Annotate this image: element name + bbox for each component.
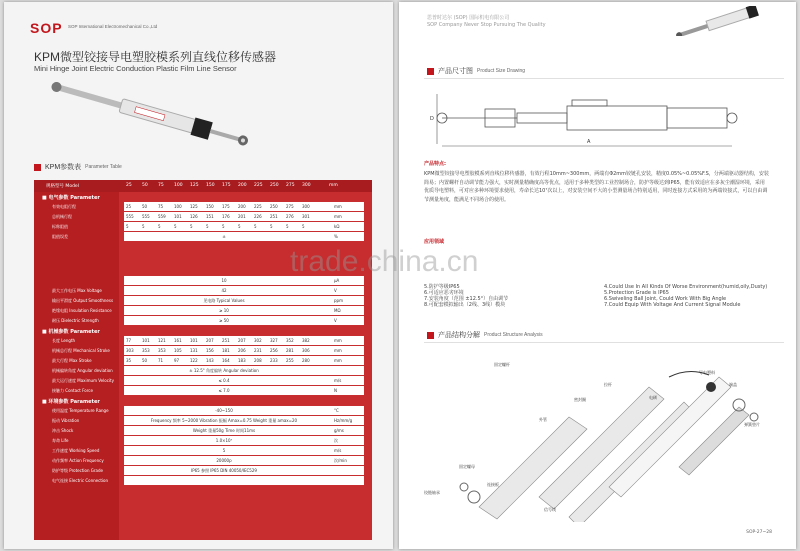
table-unit: m/s (334, 378, 342, 383)
table-cell: 5 (302, 224, 305, 229)
table-row (124, 446, 364, 455)
table-row (124, 376, 364, 385)
table-cell: 250 (270, 204, 278, 209)
table-cell: 226 (254, 214, 262, 219)
header-size: 300 (302, 183, 311, 188)
table-cell: 5 (158, 224, 161, 229)
header-size: 50 (142, 183, 148, 188)
table-cell: 5 (174, 224, 177, 229)
exploded-view (419, 347, 779, 522)
list-item: 7.安装角度（范围 ±12.5°）自由调节 (424, 296, 509, 302)
table-cell: 121 (158, 338, 166, 343)
row-label: 标称阻值 (52, 224, 68, 229)
page-number: SOP-27~28 (746, 530, 772, 535)
table-row (124, 232, 364, 241)
row-label: 耐压 Dielectric Strength (52, 318, 99, 323)
section-marker (427, 332, 434, 339)
product-photo-small (669, 6, 784, 36)
table-cell: 101 (190, 338, 198, 343)
table-cell: 251 (270, 214, 278, 219)
list-item: 5.防护等级IP65 (424, 284, 460, 290)
table-unit: mm (334, 204, 342, 209)
table-unit: μA (334, 278, 340, 283)
table-cell: 306 (302, 348, 310, 353)
divider (424, 78, 784, 79)
table-cell: -40~150 (215, 408, 233, 413)
group-label: ■ 电气参数 Parameter (42, 195, 100, 201)
list-item: 6.可适应恶劣环境 (424, 290, 464, 296)
table-cell: ± 12.5° 角度偏转 Angular deviation (189, 368, 259, 373)
table-cell: 10 (221, 278, 227, 283)
group-label: ■ 环境参数 Parameter (42, 399, 100, 405)
table-cell: 5 (190, 224, 193, 229)
table-row (124, 316, 364, 325)
table-row (124, 346, 364, 355)
part-label: 外管 (539, 417, 547, 422)
table-cell: 100 (174, 204, 182, 209)
table-cell: 122 (190, 358, 198, 363)
brand-line-cn: 思普时达尔 (SOP) 国际机电有限公司 (427, 15, 510, 21)
table-cell: 559 (158, 214, 166, 219)
table-unit: mm (334, 358, 342, 363)
table-cell: 231 (254, 348, 262, 353)
table-cell: 5 (286, 224, 289, 229)
row-label: 振动 Vibration (52, 418, 80, 423)
row-label: 接触力 Contact Force (52, 388, 93, 393)
table-cell: 50 (142, 204, 148, 209)
table-row (124, 406, 364, 415)
row-label: 动作频率 Action Frequency (52, 458, 104, 463)
table-cell: 352 (286, 338, 294, 343)
table-row (124, 202, 364, 211)
table-cell: 97 (174, 358, 180, 363)
table-cell: 5 (270, 224, 273, 229)
list-item: 4.Could Use In All Kinds Of Worse Environment(humid,oily,Dusty) (604, 284, 768, 290)
table-cell: 275 (286, 204, 294, 209)
brand-logo: SOP (30, 20, 63, 36)
header-unit: mm (329, 183, 338, 188)
header-size: 25 (126, 183, 132, 188)
section-marker (34, 164, 41, 171)
table-cell: 131 (190, 348, 198, 353)
row-label: 绝缘电阻 Insulation Resistance (52, 308, 112, 313)
part-label: 端盖 (729, 382, 737, 387)
table-row (124, 456, 364, 465)
sensor-image (34, 82, 274, 152)
table-cell: 353 (158, 348, 166, 353)
table-cell: ≥ 50 (219, 318, 229, 323)
row-label: 阻值误差 (52, 234, 68, 239)
table-cell: 382 (302, 338, 310, 343)
row-label: 机械总行程 Mechanical Stroke (52, 348, 110, 353)
row-label: 最大行程 Max Stroke (52, 358, 92, 363)
row-label: 冲击 Shock (52, 428, 74, 433)
product-title-en: Mini Hinge Joint Electric Conduction Plastic Film Line Sensor (34, 64, 237, 73)
table-unit: kΩ (334, 224, 340, 229)
table-unit: mm (334, 348, 342, 353)
table-cell: 300 (302, 204, 310, 209)
header-size: 150 (206, 183, 215, 188)
table-cell: 156 (206, 348, 214, 353)
row-label: 最大工作电压 Max Voltage (52, 288, 102, 293)
table-cell: 75 (158, 204, 164, 209)
table-cell: 35 (126, 358, 132, 363)
table-cell: 5 (238, 224, 241, 229)
part-label: 密封圈 (574, 397, 586, 402)
table-cell: 255 (286, 358, 294, 363)
row-label: 机械偏转角度 Angular deviation (52, 368, 113, 373)
row-label: 电气连接 Electric Connection (52, 478, 108, 483)
table-cell: 176 (222, 214, 230, 219)
part-label: 电刷 (649, 395, 657, 400)
table-cell: ≥ 10 (219, 308, 229, 313)
table-unit: % (334, 234, 338, 239)
table-cell: 125 (190, 204, 198, 209)
part-label: 固定螺母 (459, 464, 475, 469)
table-unit: Hz/mm/g (334, 418, 353, 423)
header-size: 125 (190, 183, 199, 188)
table-cell: 256 (270, 348, 278, 353)
table-cell: 150 (206, 204, 214, 209)
table-unit: m/s (334, 448, 342, 453)
application-title: 应用领域 (424, 239, 445, 245)
table-cell: 143 (206, 358, 214, 363)
table-cell: 251 (222, 338, 230, 343)
table-unit: V (334, 318, 337, 323)
table-cell: Frequency 频率 5~2000 Vibration 振幅 Amax=0.75 Weight 重量 amax=20 (150, 418, 298, 423)
table-cell: 20000p (216, 458, 232, 463)
table-header (34, 180, 372, 192)
row-label: 总机械行程 (52, 214, 72, 219)
table-row (124, 386, 364, 395)
part-label: 铰链轴承 (424, 490, 440, 495)
table-cell: 233 (270, 358, 278, 363)
table-cell: 1.0×10⁷ (215, 438, 233, 443)
table-cell: 281 (286, 348, 294, 353)
table-cell: 301 (302, 214, 310, 219)
table-row (124, 286, 364, 295)
table-cell: 302 (254, 338, 262, 343)
part-label: 连接板 (487, 482, 499, 487)
table-cell: 353 (142, 348, 150, 353)
header-size: 250 (270, 183, 279, 188)
table-cell: ≤ 0.4 (218, 378, 230, 383)
header-model-label: 规格型号 Model (46, 184, 79, 189)
part-label: 固定螺杆 (494, 362, 510, 367)
table-cell: 50 (142, 358, 148, 363)
row-label: 寿命 Life (52, 438, 69, 443)
application-list-en (604, 284, 784, 308)
part-label: 导电塑料 (699, 370, 715, 375)
table-row (124, 222, 364, 231)
size-drawing (427, 84, 777, 154)
table-cell: 126 (190, 214, 198, 219)
table-cell: 327 (270, 338, 278, 343)
part-label: 拉杆 (604, 382, 612, 387)
table-cell: 206 (238, 348, 246, 353)
header-size: 200 (238, 183, 247, 188)
brand-line-en: SOP Company Never Stop Pursuing The Quality (427, 22, 546, 28)
table-cell: 303 (126, 348, 134, 353)
table-row (124, 212, 364, 221)
structure-section-title: 产品结构分解 Product Structure Analysis (427, 330, 543, 340)
table-cell: 71 (158, 358, 164, 363)
table-cell: 5 (222, 448, 226, 453)
drawing-section-title: 产品尺寸图 Product Size Drawing (427, 66, 525, 76)
group-label: ■ 机械参数 Parameter (42, 329, 100, 335)
table-cell: ≤ 7.0 (218, 388, 230, 393)
features-text: KPM微型铰接导电塑胶模系列直线位移传感器，有效行程10mm~300mm，两端有Φ2mm铰链孔安装，精度0.05%~0.05%F.S，分两端驱动器结构，安装简易；内置螺杆自动调节能力强大，实时测量精确度高等优点，适用于多种类型的工业控制场合，防护等级达到IP65，能有效适应在多灰尘潮湿环境，采用优质导电塑料，可对应多种环境要求使用，寿命长达10⁷次以上，对安装空间不大的小型测量场合特别适用，同时连接方式采用的为两端铰接式，可以自由调节测量角度，能满足不同场合的使用。 (424, 171, 769, 203)
table-cell: 101 (142, 338, 150, 343)
table-cell: 175 (222, 204, 230, 209)
row-label: 有效电阻行程 (52, 204, 76, 209)
section-marker (427, 68, 434, 75)
dim-label-a: A (587, 139, 591, 145)
row-label: 使用温度 Temperature Range (52, 408, 109, 413)
table-cell: IP65 参照 IP65 DIN 40050/IEC529 (191, 468, 257, 473)
application-list-cn (424, 284, 594, 308)
table-unit: N (334, 388, 337, 393)
divider (424, 342, 784, 343)
table-cell: 280 (302, 358, 310, 363)
table-unit: 次 (334, 438, 338, 443)
table-unit: mm (334, 338, 342, 343)
table-cell: 42 (221, 288, 227, 293)
table-cell: 151 (206, 214, 214, 219)
param-section-title: KPM参数表 Parameter Table (34, 162, 122, 172)
watermark: trade.china.cn (290, 245, 479, 278)
table-cell: 208 (254, 358, 262, 363)
table-row (124, 356, 364, 365)
table-unit: V (334, 288, 337, 293)
row-label: 防护等级 Protection Grade (52, 468, 103, 473)
table-cell: 207 (206, 338, 214, 343)
table-cell: 201 (238, 214, 246, 219)
table-cell: 5 (222, 224, 225, 229)
table-cell: 见电路 Typical Values (203, 298, 245, 303)
list-item: 6.Swiveling Ball Joint, Could Work With Big Angle (604, 296, 727, 302)
table-unit: ppm (334, 298, 343, 303)
table-unit: °C (334, 408, 339, 413)
parameter-table (34, 180, 372, 540)
table-cell: Weight 重量50g Time 时间11ms (192, 428, 256, 433)
table-cell: 207 (238, 338, 246, 343)
row-label: 最大运行速度 Maximum Velocity (52, 378, 114, 383)
table-unit: MΩ (334, 308, 341, 313)
table-row (124, 416, 364, 425)
table-cell: 5 (254, 224, 257, 229)
table-row (124, 436, 364, 445)
table-row (124, 466, 364, 475)
table-unit: g/ms (334, 428, 344, 433)
table-cell: 5 (142, 224, 145, 229)
table-cell: 161 (174, 338, 182, 343)
table-cell: 101 (174, 214, 182, 219)
table-cell: 164 (222, 358, 230, 363)
table-cell: ± (222, 234, 226, 239)
table-cell: 25 (126, 204, 132, 209)
table-row (124, 426, 364, 435)
table-cell: 105 (174, 348, 182, 353)
table-row (124, 366, 364, 375)
list-item: 8.可配套模拟输出（2线、3线）模块 (424, 302, 506, 308)
part-label: 弹簧垫片 (744, 422, 760, 427)
part-label: 信号线 (544, 507, 556, 512)
list-item: 7.Could Equip With Voltage And Current Signal Module (604, 302, 741, 308)
table-row (124, 476, 364, 485)
header-size: 100 (174, 183, 183, 188)
table-row (124, 296, 364, 305)
table-row (124, 336, 364, 345)
table-cell: 276 (286, 214, 294, 219)
header-size: 275 (286, 183, 295, 188)
table-cell: 225 (254, 204, 262, 209)
row-label: 输出平滑度 Output Smoothness (52, 298, 114, 303)
product-title-cn: KPM微型铰接导电塑胶模系列直线位移传感器 (34, 50, 277, 64)
table-cell: 555 (142, 214, 150, 219)
table-cell: 77 (126, 338, 132, 343)
table-cell: 183 (238, 358, 246, 363)
header-size: 75 (158, 183, 164, 188)
header-size: 175 (222, 183, 231, 188)
table-cell: 200 (238, 204, 246, 209)
row-label: 长度 Length (52, 338, 76, 343)
header-size: 225 (254, 183, 263, 188)
table-unit: mm (334, 214, 342, 219)
table-row (124, 306, 364, 315)
table-cell: 5 (126, 224, 129, 229)
list-item: 5.Protection Grade is IP65 (604, 290, 669, 296)
brand-subtitle: SOP International Electromechanical Co.,Ltd (68, 24, 158, 29)
dim-label-d: D (430, 116, 434, 122)
table-cell: 555 (126, 214, 134, 219)
row-label: 工作速度 Working Speed (52, 448, 100, 453)
features-title: 产品特点: (424, 161, 446, 167)
table-cell: 181 (222, 348, 230, 353)
table-unit: 次/min (334, 458, 347, 463)
table-cell: 5 (206, 224, 209, 229)
